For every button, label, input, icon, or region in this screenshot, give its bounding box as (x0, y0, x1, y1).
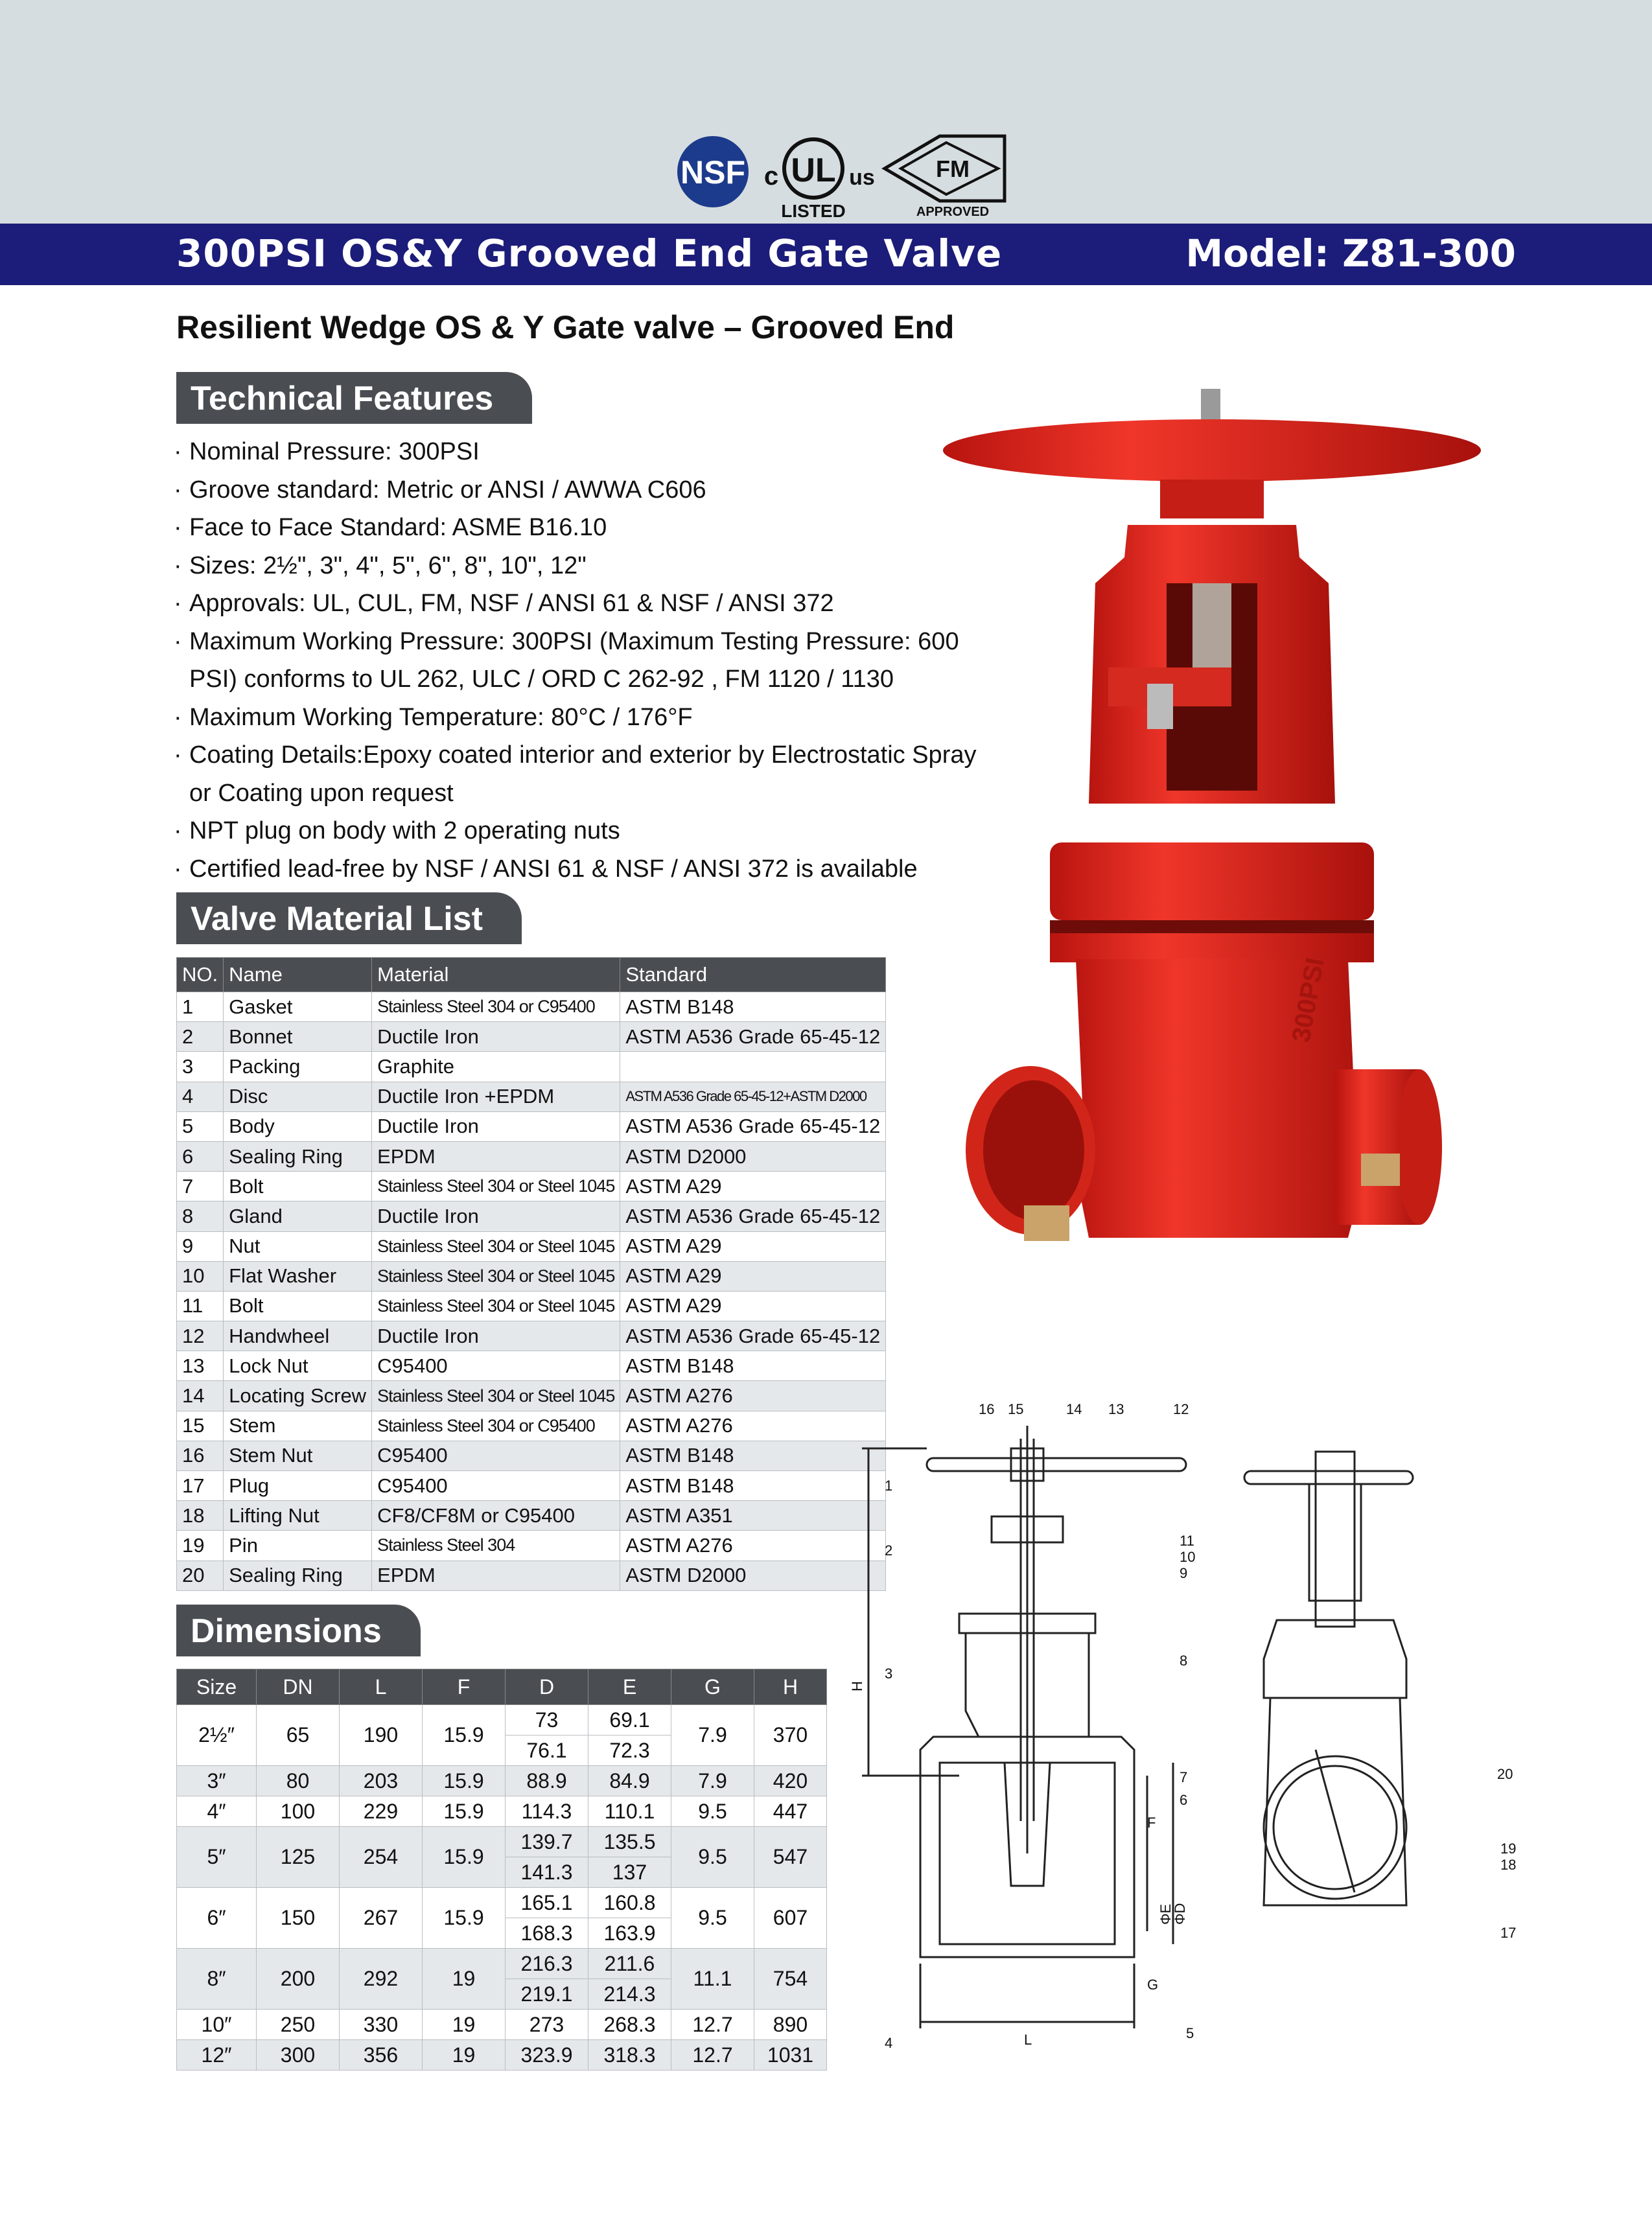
section-technical-features: Technical Features (176, 372, 532, 424)
table-row (177, 1501, 886, 1531)
cell-d: 73 (506, 1705, 588, 1735)
nsf-text: NSF (681, 154, 745, 191)
feature-item: · Groove standard: Metric or ANSI / AWWA C606 (174, 471, 990, 509)
cell-no: 5 (177, 1111, 224, 1141)
table-row (177, 2040, 827, 2071)
cell-no: 20 (177, 1561, 224, 1590)
col-d: D (506, 1669, 588, 1705)
cell-d: 141.3 (506, 1857, 588, 1888)
svg-text:20: 20 (1497, 1766, 1513, 1782)
cell-name: Gasket (224, 992, 372, 1022)
cell-h: 547 (754, 1827, 827, 1888)
cell-standard: ASTM A29 (620, 1172, 886, 1201)
cell-material: C95400 (372, 1471, 620, 1501)
cell-name: Bolt (224, 1291, 372, 1321)
cell-dn: 125 (257, 1827, 340, 1888)
cell-f: 15.9 (423, 1827, 506, 1888)
cell-material: Ductile Iron +EPDM (372, 1082, 620, 1111)
cell-dn: 100 (257, 1796, 340, 1827)
table-row (177, 1261, 886, 1291)
cell-no: 18 (177, 1501, 224, 1531)
cell-standard: ASTM B148 (620, 1471, 886, 1501)
cell-material: Ductile Iron (372, 1321, 620, 1351)
cell-g: 12.7 (671, 2010, 754, 2040)
feature-list (174, 433, 990, 888)
cell-l: 330 (340, 2010, 423, 2040)
cell-material: Stainless Steel 304 or Steel 1045 (372, 1291, 620, 1321)
cell-g: 12.7 (671, 2040, 754, 2071)
cell-d: 76.1 (506, 1735, 588, 1766)
svg-text:15: 15 (1008, 1401, 1024, 1417)
cell-f: 15.9 (423, 1766, 506, 1796)
cell-f: 15.9 (423, 1888, 506, 1949)
cell-size: 8″ (177, 1949, 257, 2010)
svg-text:ΦE: ΦE (1158, 1903, 1174, 1925)
cell-e: 137 (588, 1857, 671, 1888)
section-dimensions: Dimensions (176, 1605, 421, 1656)
svg-text:LISTED: LISTED (781, 201, 846, 221)
cell-name: Packing (224, 1052, 372, 1082)
cell-dn: 80 (257, 1766, 340, 1796)
cell-standard: ASTM A276 (620, 1531, 886, 1561)
cell-size: 10″ (177, 2010, 257, 2040)
cell-h: 447 (754, 1796, 827, 1827)
cell-g: 9.5 (671, 1796, 754, 1827)
cell-size: 5″ (177, 1827, 257, 1888)
svg-text:9: 9 (1180, 1565, 1188, 1581)
svg-text:10: 10 (1180, 1549, 1196, 1565)
feature-item: · Maximum Working Pressure: 300PSI (Maximum Testing Pressure: 600 PSI) conforms to UL 262, ULC / ORD C 262-92 , FM 1120 / 1130 (174, 623, 990, 699)
col-material: Material (372, 958, 620, 992)
svg-text:APPROVED: APPROVED (916, 205, 990, 219)
cell-no: 17 (177, 1471, 224, 1501)
feature-item: · Coating Details:Epoxy coated interior and exterior by Electrostatic Spray or Coating upon request (174, 736, 990, 812)
cell-name: Gland (224, 1201, 372, 1231)
cell-no: 6 (177, 1141, 224, 1171)
cell-name: Stem Nut (224, 1441, 372, 1470)
cell-material: Stainless Steel 304 or Steel 1045 (372, 1261, 620, 1291)
table-row (177, 1231, 886, 1261)
cell-standard: ASTM A351 (620, 1501, 886, 1531)
cell-standard (620, 1052, 886, 1082)
table-row (177, 1531, 886, 1561)
table-row (177, 1351, 886, 1381)
svg-text:19: 19 (1500, 1840, 1517, 1857)
cell-g: 7.9 (671, 1766, 754, 1796)
cell-l: 190 (340, 1705, 423, 1766)
cell-h: 1031 (754, 2040, 827, 2071)
table-row (177, 1111, 886, 1141)
svg-text:11: 11 (1180, 1533, 1194, 1549)
table-row (177, 1291, 886, 1321)
col-g: G (671, 1669, 754, 1705)
svg-text:2: 2 (885, 1542, 893, 1559)
material-table-header (177, 958, 886, 992)
cell-name: Flat Washer (224, 1261, 372, 1291)
cell-material: Ductile Iron (372, 1111, 620, 1141)
cell-f: 15.9 (423, 1705, 506, 1766)
svg-text:14: 14 (1066, 1401, 1082, 1417)
cell-material: C95400 (372, 1351, 620, 1381)
cell-e: 110.1 (588, 1796, 671, 1827)
cell-standard: ASTM D2000 (620, 1141, 886, 1171)
cell-e: 318.3 (588, 2040, 671, 2071)
svg-text:G: G (1147, 1977, 1159, 1993)
cell-standard: ASTM A276 (620, 1381, 886, 1411)
table-row (177, 1766, 827, 1796)
cell-no: 2 (177, 1022, 224, 1052)
cell-no: 11 (177, 1291, 224, 1321)
table-row (177, 1888, 827, 1918)
cell-g: 9.5 (671, 1888, 754, 1949)
cell-size: 2½″ (177, 1705, 257, 1766)
cell-h: 420 (754, 1766, 827, 1796)
cell-no: 9 (177, 1231, 224, 1261)
cell-material: Stainless Steel 304 or Steel 1045 (372, 1172, 620, 1201)
feature-item: · Approvals: UL, CUL, FM, NSF / ANSI 61 & NSF / ANSI 372 (174, 585, 990, 623)
svg-text:16: 16 (979, 1401, 995, 1417)
table-row (177, 1796, 827, 1827)
cell-dn: 200 (257, 1949, 340, 2010)
technical-drawing (849, 1400, 1575, 2074)
cell-no: 10 (177, 1261, 224, 1291)
cell-material: Stainless Steel 304 (372, 1531, 620, 1561)
svg-text:L: L (1024, 2032, 1032, 2048)
table-row (177, 1561, 886, 1590)
feature-item: · Nominal Pressure: 300PSI (174, 433, 990, 471)
cell-d: 323.9 (506, 2040, 588, 2071)
svg-text:UL: UL (791, 152, 836, 189)
feature-item: · Sizes: 2½", 3", 4", 5", 6", 8", 10", 12" (174, 547, 990, 585)
cell-name: Sealing Ring (224, 1561, 372, 1590)
feature-item: · Face to Face Standard: ASME B16.10 (174, 509, 990, 547)
cell-l: 254 (340, 1827, 423, 1888)
cell-material: EPDM (372, 1561, 620, 1590)
table-row (177, 1705, 827, 1735)
cell-material: Stainless Steel 304 or Steel 1045 (372, 1231, 620, 1261)
table-row (177, 1201, 886, 1231)
svg-text:1: 1 (885, 1478, 893, 1494)
svg-text:FM: FM (936, 156, 970, 182)
cell-standard: ASTM B148 (620, 1441, 886, 1470)
cell-name: Bolt (224, 1172, 372, 1201)
cell-h: 890 (754, 2010, 827, 2040)
dimension-table (176, 1669, 827, 2071)
model-number: Model: Z81-300 (1185, 231, 1516, 275)
col-size: Size (177, 1669, 257, 1705)
cell-d: 216.3 (506, 1949, 588, 1979)
cell-no: 7 (177, 1172, 224, 1201)
cell-e: 214.3 (588, 1979, 671, 2010)
cell-standard: ASTM A536 Grade 65-45-12 (620, 1321, 886, 1351)
handwheel-icon (943, 419, 1481, 482)
col-name: Name (224, 958, 372, 992)
cell-material: EPDM (372, 1141, 620, 1171)
col-f: F (423, 1669, 506, 1705)
cell-dn: 150 (257, 1888, 340, 1949)
table-row (177, 992, 886, 1022)
cell-name: Locating Screw (224, 1381, 372, 1411)
material-table (176, 957, 886, 1591)
cell-no: 4 (177, 1082, 224, 1111)
cell-material: Ductile Iron (372, 1201, 620, 1231)
cell-h: 754 (754, 1949, 827, 2010)
cell-name: Bonnet (224, 1022, 372, 1052)
cell-size: 6″ (177, 1888, 257, 1949)
cell-name: Plug (224, 1471, 372, 1501)
valve-body-icon (1069, 959, 1374, 1238)
cell-g: 7.9 (671, 1705, 754, 1766)
cell-e: 84.9 (588, 1766, 671, 1796)
gland-bolt-icon (1147, 684, 1173, 729)
cell-e: 163.9 (588, 1918, 671, 1949)
cell-standard: ASTM A536 Grade 65-45-12 (620, 1022, 886, 1052)
cell-material: C95400 (372, 1441, 620, 1470)
cell-h: 607 (754, 1888, 827, 1949)
svg-text:F: F (1147, 1815, 1156, 1831)
cell-e: 72.3 (588, 1735, 671, 1766)
dimension-table-header (177, 1669, 827, 1705)
cell-e: 69.1 (588, 1705, 671, 1735)
cell-name: Handwheel (224, 1321, 372, 1351)
cell-standard: ASTM A536 Grade 65-45-12+ASTM D2000 (620, 1082, 886, 1111)
product-title: 300PSI OS&Y Grooved End Gate Valve (176, 231, 1003, 275)
cell-no: 14 (177, 1381, 224, 1411)
table-row (177, 1321, 886, 1351)
cell-name: Lifting Nut (224, 1501, 372, 1531)
cell-standard: ASTM B148 (620, 992, 886, 1022)
cell-material: Graphite (372, 1052, 620, 1082)
table-row (177, 2010, 827, 2040)
cell-standard: ASTM A536 Grade 65-45-12 (620, 1201, 886, 1231)
svg-text:4: 4 (885, 2035, 893, 2051)
cell-l: 356 (340, 2040, 423, 2071)
cell-material: Stainless Steel 304 or Steel 1045 (372, 1381, 620, 1411)
cell-no: 15 (177, 1411, 224, 1441)
cell-dn: 250 (257, 2010, 340, 2040)
cell-material: CF8/CF8M or C95400 (372, 1501, 620, 1531)
svg-text:13: 13 (1108, 1401, 1124, 1417)
table-row (177, 1471, 886, 1501)
cell-standard: ASTM A29 (620, 1291, 886, 1321)
table-row (177, 1022, 886, 1052)
svg-text:12: 12 (1173, 1401, 1189, 1417)
cell-l: 203 (340, 1766, 423, 1796)
cell-standard: ASTM B148 (620, 1351, 886, 1381)
bonnet-flange-icon (1050, 842, 1374, 920)
svg-text:6: 6 (1180, 1792, 1188, 1808)
cell-no: 8 (177, 1201, 224, 1231)
cell-dn: 65 (257, 1705, 340, 1766)
table-row (177, 1441, 886, 1470)
col-h: H (754, 1669, 827, 1705)
cell-name: Lock Nut (224, 1351, 372, 1381)
cell-d: 168.3 (506, 1918, 588, 1949)
col-standard: Standard (620, 958, 886, 992)
cell-standard: ASTM A29 (620, 1231, 886, 1261)
table-row (177, 1052, 886, 1082)
cell-l: 267 (340, 1888, 423, 1949)
cell-f: 15.9 (423, 1796, 506, 1827)
cell-size: 4″ (177, 1796, 257, 1827)
feature-item: · Certified lead-free by NSF / ANSI 61 & NSF / ANSI 372 is available (174, 850, 990, 888)
cell-no: 1 (177, 992, 224, 1022)
cell-d: 139.7 (506, 1827, 588, 1857)
cell-g: 11.1 (671, 1949, 754, 2010)
cell-size: 12″ (177, 2040, 257, 2071)
cell-standard: ASTM D2000 (620, 1561, 886, 1590)
svg-text:H: H (849, 1681, 865, 1691)
operating-nut-icon (1361, 1154, 1400, 1186)
cell-g: 9.5 (671, 1827, 754, 1888)
svg-text:17: 17 (1500, 1925, 1517, 1941)
svg-text:300PSI: 300PSI (1286, 955, 1330, 1045)
cell-e: 268.3 (588, 2010, 671, 2040)
operating-nut-icon (1024, 1205, 1069, 1241)
table-row (177, 1172, 886, 1201)
certification-logos (668, 120, 1018, 220)
cell-standard: ASTM A276 (620, 1411, 886, 1441)
col-e: E (588, 1669, 671, 1705)
cell-material: Stainless Steel 304 or C95400 (372, 992, 620, 1022)
valve-photo (946, 389, 1517, 1309)
cell-name: Disc (224, 1082, 372, 1111)
cell-f: 19 (423, 2010, 506, 2040)
cell-name: Stem (224, 1411, 372, 1441)
part-labels (885, 1401, 1516, 2051)
cell-standard: ASTM A29 (620, 1261, 886, 1291)
table-row (177, 1141, 886, 1171)
cell-d: 114.3 (506, 1796, 588, 1827)
cell-l: 229 (340, 1796, 423, 1827)
cell-l: 292 (340, 1949, 423, 2010)
cell-e: 211.6 (588, 1949, 671, 1979)
cell-d: 219.1 (506, 1979, 588, 2010)
cell-name: Nut (224, 1231, 372, 1261)
table-row (177, 1949, 827, 1979)
cell-d: 273 (506, 2010, 588, 2040)
cell-f: 19 (423, 2040, 506, 2071)
svg-text:8: 8 (1180, 1653, 1188, 1669)
cell-no: 19 (177, 1531, 224, 1561)
cell-e: 160.8 (588, 1888, 671, 1918)
product-subtitle: Resilient Wedge OS & Y Gate valve – Grooved End (176, 309, 955, 345)
cell-no: 16 (177, 1441, 224, 1470)
cell-material: Ductile Iron (372, 1022, 620, 1052)
section-material-list: Valve Material List (176, 892, 522, 944)
svg-text:18: 18 (1500, 1857, 1517, 1873)
col-l: L (340, 1669, 423, 1705)
cell-size: 3″ (177, 1766, 257, 1796)
feature-item: · Maximum Working Temperature: 80°C / 176°F (174, 699, 990, 737)
cell-no: 3 (177, 1052, 224, 1082)
svg-text:c: c (763, 162, 779, 191)
svg-text:5: 5 (1186, 2025, 1194, 2041)
cell-name: Pin (224, 1531, 372, 1561)
title-bar (0, 224, 1652, 285)
feature-item: · NPT plug on body with 2 operating nuts (174, 812, 990, 850)
svg-text:7: 7 (1180, 1769, 1188, 1785)
cell-d: 88.9 (506, 1766, 588, 1796)
cell-no: 13 (177, 1351, 224, 1381)
cell-name: Body (224, 1111, 372, 1141)
cell-h: 370 (754, 1705, 827, 1766)
cell-f: 19 (423, 1949, 506, 2010)
col-dn: DN (257, 1669, 340, 1705)
col-no: NO. (177, 958, 224, 992)
cell-standard: ASTM A536 Grade 65-45-12 (620, 1111, 886, 1141)
cell-name: Sealing Ring (224, 1141, 372, 1171)
table-row (177, 1082, 886, 1111)
table-row (177, 1411, 886, 1441)
cell-material: Stainless Steel 304 or C95400 (372, 1411, 620, 1441)
grooved-end-right-icon (1397, 1069, 1442, 1225)
cell-no: 12 (177, 1321, 224, 1351)
svg-text:3: 3 (885, 1665, 893, 1682)
table-row (177, 1827, 827, 1857)
cell-d: 165.1 (506, 1888, 588, 1918)
cell-dn: 300 (257, 2040, 340, 2071)
svg-text:ΦD: ΦD (1172, 1903, 1188, 1925)
cell-e: 135.5 (588, 1827, 671, 1857)
svg-text:us: us (849, 165, 875, 190)
table-row (177, 1381, 886, 1411)
